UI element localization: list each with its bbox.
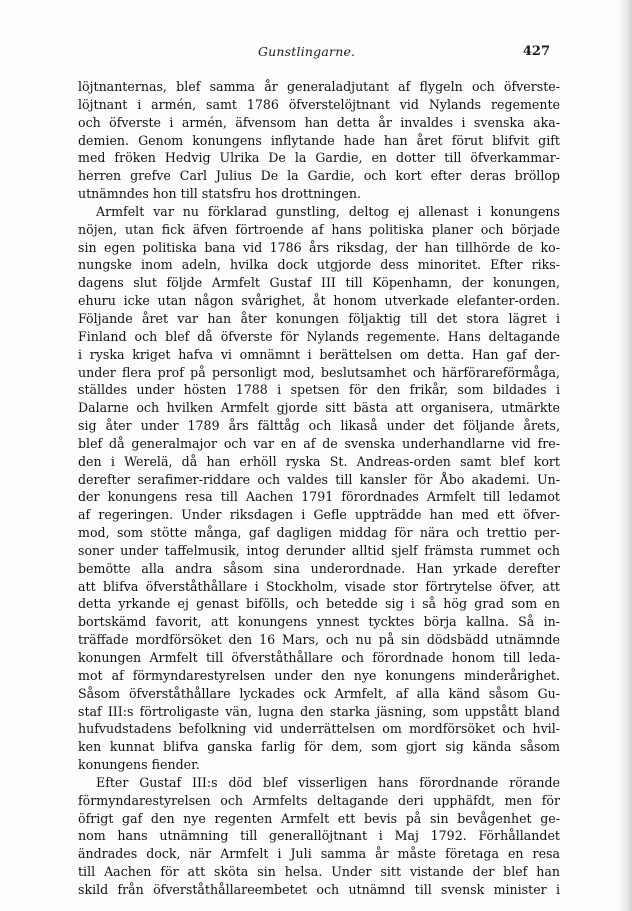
text-line: sig åter under 1789 års fälttåg och likaså under det följande årets, bbox=[78, 418, 560, 434]
text-line: träffade mordförsöket den 16 Mars, och nu på sin dödsbädd utnämnde bbox=[78, 632, 560, 648]
running-head: Gunstlingarne. bbox=[258, 44, 356, 59]
text-line: konungen Armfelt till öfverståthållare och förordnade honom till leda- bbox=[78, 650, 560, 665]
text-line: derefter serafimer-riddare och valdes till kansler för Åbo akademi. Un- bbox=[78, 471, 560, 487]
page-header bbox=[178, 44, 558, 64]
text-line: löjtnant i armén, samt 1786 öfverstelöjtnant vid Nylands regemente bbox=[78, 96, 560, 112]
text-line: mod, som stötte många, gaf dagligen middag för nära och trettio per- bbox=[78, 525, 560, 541]
text-line: att blifva öfverståthållare i Stockholm, visade stor förtrytelse öfver, att bbox=[78, 578, 560, 594]
text-line: bemötte alla andra såsom sina underordnade. Han yrkade derefter bbox=[78, 560, 560, 576]
text-line: med fröken Hedvig Ulrika De la Gardie, en dotter till öfverkammar- bbox=[78, 150, 560, 166]
text-line: den i Werelä, då han erhöll ryska St. Andreas-orden samt blef kort bbox=[78, 453, 560, 469]
text-line: hufvudstadens befolkning vid underrättelsen om mordförsöket och hvil- bbox=[78, 721, 560, 737]
text-line: förmyndarestyrelsen och Armfelts deltagande deri upphäfdt, men för bbox=[78, 792, 560, 808]
text-line: dagens slut följde Armfelt Gustaf III till Köpenhamn, der konungen, bbox=[78, 275, 560, 291]
text-line: och öfverste i armén, äfvensom han detta år invaldes i svenska aka- bbox=[78, 114, 560, 130]
text-line: utnämndes hon till statsfru hos drottningen. bbox=[78, 186, 361, 202]
text-line: löjtnanternas, blef samma år generaladjutant af flygeln och öfverste- bbox=[78, 79, 560, 94]
text-line: bortskämd favorit, att konungens ynnest tycktes börja kallna. Så in- bbox=[78, 614, 560, 630]
text-line: sin egen politiska bana vid 1786 års riksdag, der han tillhörde de ko- bbox=[78, 239, 560, 255]
text-line: Finland och blef då öfverste för Nylands regemente. Hans deltagande bbox=[78, 328, 560, 344]
text-line: demien. Genom konungens inflytande hade han året förut blifvit gift bbox=[78, 132, 560, 148]
text-line: soner under taffelmusik, intog derunder alltid sjelf främsta rummet och bbox=[78, 542, 560, 558]
text-line: ehuru icke utan någon svårighet, åt honom utverkade elefanter-orden. bbox=[78, 293, 560, 309]
text-line: konungens fiender. bbox=[78, 757, 200, 773]
text-line: Såsom öfverståthållare lyckades ock Armfelt, af alla känd såsom Gu- bbox=[78, 685, 560, 701]
text-line: af regeringen. Under riksdagen i Gefle uppträdde han med ett öfver- bbox=[78, 507, 560, 523]
page-edge-shadow bbox=[618, 0, 632, 911]
body-text bbox=[78, 78, 560, 899]
text-line: i ryska kriget hafva vi omnämnt i berättelsen om detta. Han gaf der- bbox=[78, 346, 560, 362]
text-line: mot af förmyndarestyrelsen under den nye konungens minderårighet. bbox=[78, 667, 560, 683]
text-line: staf III:s förtroligaste vän, lugna den starka jäsning, som uppstått bland bbox=[78, 703, 560, 719]
text-line: ställdes under hösten 1788 i spetsen för den frikår, som bildades i bbox=[78, 382, 560, 398]
text-line: nom hans utnämning till generallöjtnant i Maj 1792. Förhållandet bbox=[78, 828, 560, 844]
text-line: Dalarne och hvilken Armfelt gjorde sitt bästa att organisera, utmärkte bbox=[78, 400, 560, 416]
text-line: under flera prof på personligt mod, beslutsamhet och härförareförmåga, bbox=[78, 364, 560, 380]
text-line: Följande året var han åter konungen följaktig till det stora lägret i bbox=[78, 310, 560, 326]
page-number: 427 bbox=[522, 44, 550, 59]
text-line: öfrigt gaf den nye regenten Armfelt ett bevis på sin bevågenhet ge- bbox=[78, 810, 560, 826]
text-line: nöjen, utan fick äfven förtroende af hans politiska planer och började bbox=[78, 221, 560, 237]
text-line: till Aachen för att sköta sin helsa. Under sitt vistande der blef han bbox=[78, 864, 560, 880]
text-line: Efter Gustaf III:s död blef visserligen hans förordnande rörande bbox=[96, 774, 560, 790]
text-line: der konungens resa till Aachen 1791 förordnades Armfelt till ledamot bbox=[78, 489, 560, 505]
text-line: herren grefve Carl Julius De la Gardie, och kort efter deras bröllop bbox=[78, 168, 560, 184]
text-line: blef då generalmajor och var en af de svenska underhandlarne vid fre- bbox=[78, 435, 560, 451]
text-line: Armfelt var nu förklarad gunstling, deltog ej allenast i konungens bbox=[96, 203, 560, 219]
text-line: nungske inom adeln, hvilka dock utgjorde dess minoritet. Efter riks- bbox=[78, 257, 560, 273]
text-line: ken kunnat blifva ganska farlig för dem, som gjort sig kända såsom bbox=[78, 739, 560, 755]
text-line: skild från öfverståthållareembetet och utnämnd till svensk minister i bbox=[78, 881, 560, 897]
text-line: detta yrkande ej genast bifölls, och betedde sig i så hög grad som en bbox=[78, 596, 560, 612]
text-line: ändrades dock, när Armfelt i Juli samma år måste företaga en resa bbox=[78, 846, 560, 862]
